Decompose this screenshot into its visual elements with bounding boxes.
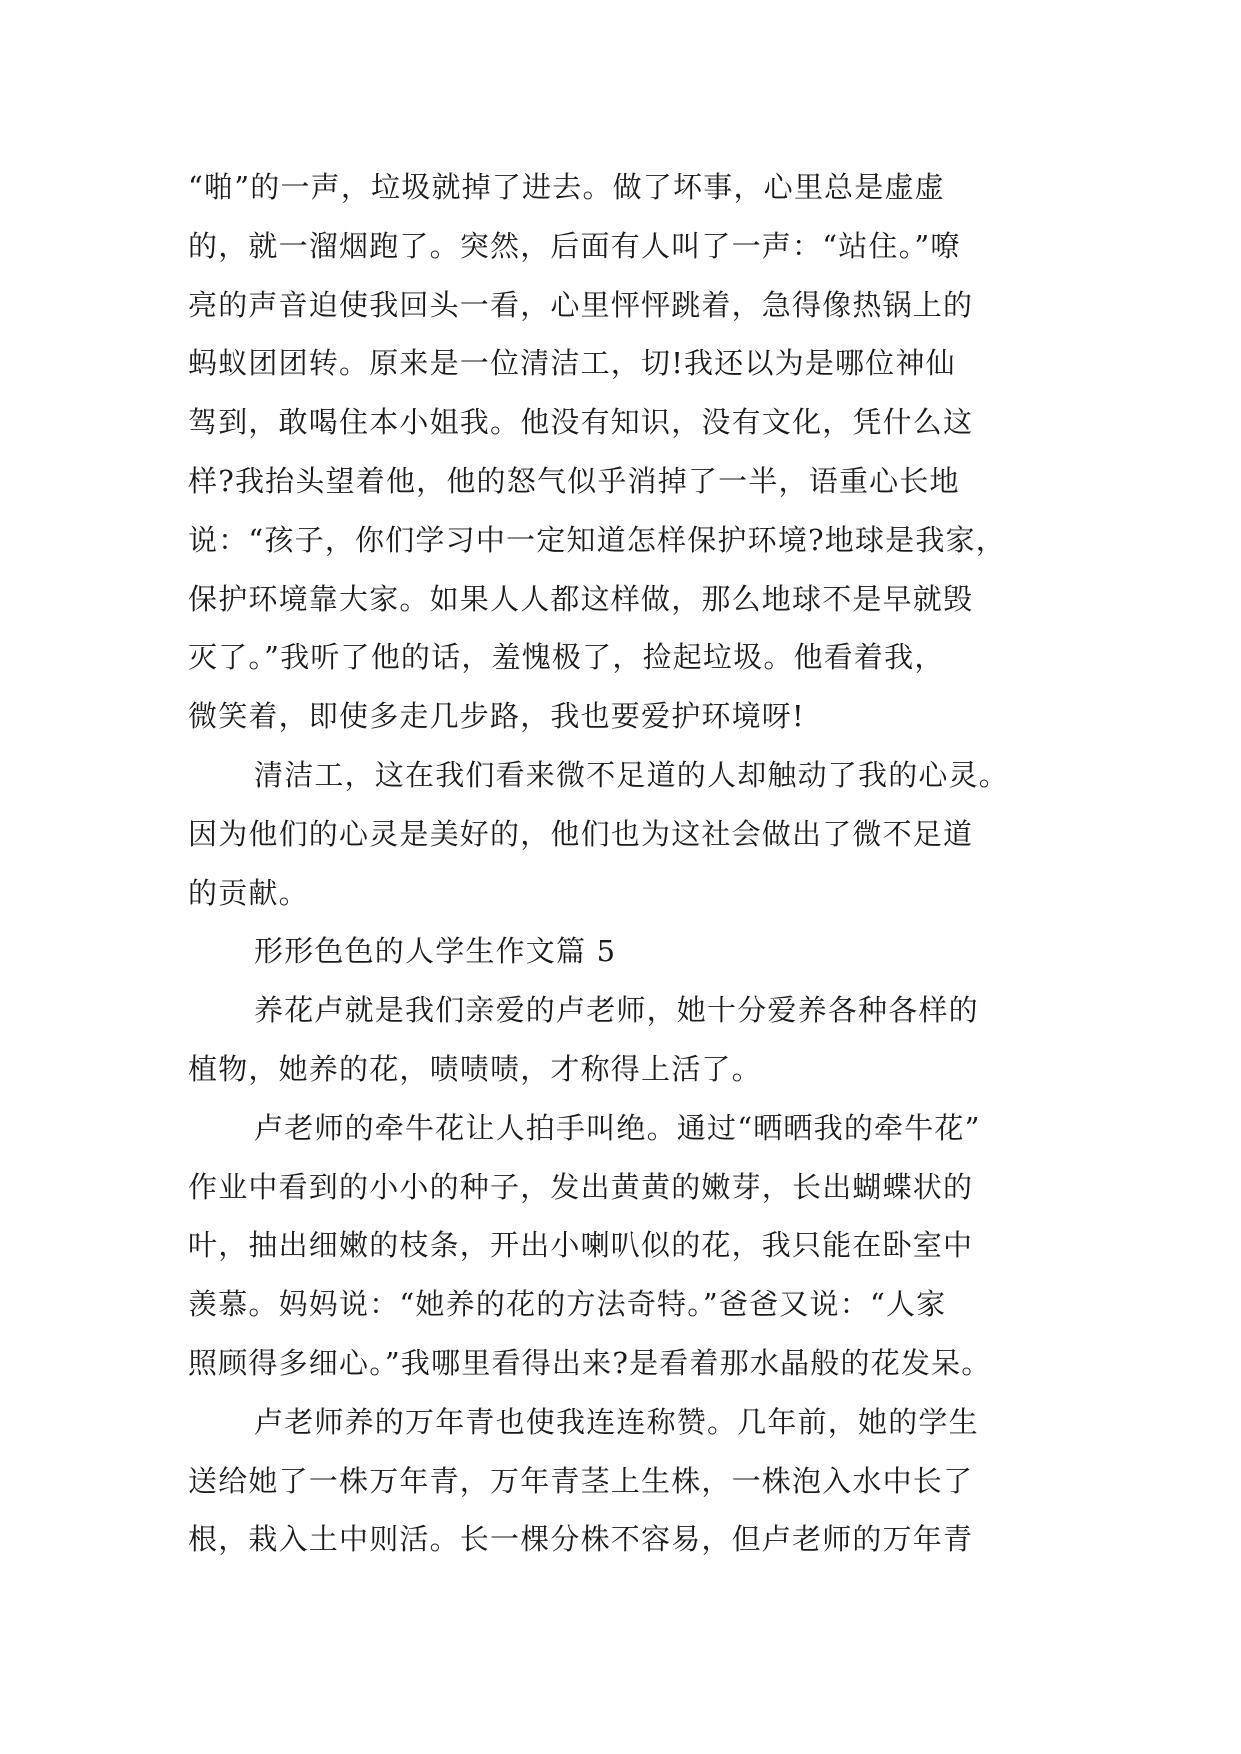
text-line: 保护环境靠大家。如果人人都这样做，那么地球不是早就毁 <box>188 581 974 616</box>
text-line: 说：“孩子，你们学习中一定知道怎样保护环境?地球是我家， <box>188 522 1006 557</box>
text-line: 照顾得多细心。”我哪里看得出来?是看着那水晶般的花发呆。 <box>188 1345 992 1380</box>
text-line: 羡慕。妈妈说：“她养的花的方法奇特。”爸爸又说：“人家 <box>188 1287 947 1322</box>
text-line: 驾到，敢喝住本小姐我。他没有知识，没有文化，凭什么这 <box>188 405 974 440</box>
document-page <box>188 158 1056 1569</box>
text-line: 灭了。”我听了他的话，羞愧极了，捡起垃圾。他看着我， <box>188 640 945 675</box>
paragraph-start-line: 养花卢就是我们亲爱的卢老师，她十分爱养各种各样的 <box>254 993 979 1028</box>
text-line: 植物，她养的花，啧啧啧，才称得上活了。 <box>188 1051 762 1086</box>
text-line: 的，就一溜烟跑了。突然，后面有人叫了一声：“站住。”嘹 <box>188 228 961 263</box>
text-line: 作业中看到的小小的种子，发出黄黄的嫩芽，长出蝴蝶状的 <box>188 1169 974 1204</box>
text-line: 蚂蚁团团转。原来是一位清洁工，切!我还以为是哪位神仙 <box>188 346 956 381</box>
text-line: 叶，抽出细嫩的枝条，开出小喇叭似的花，我只能在卧室中 <box>188 1228 974 1263</box>
text-line: 根，栽入土中则活。长一棵分株不容易，但卢老师的万年青 <box>188 1522 974 1557</box>
text-line: 因为他们的心灵是美好的，他们也为这社会做出了微不足道 <box>188 816 974 851</box>
text-line: 亮的声音迫使我回头一看，心里怦怦跳着，急得像热锅上的 <box>188 287 974 322</box>
paragraph-start-line: 清洁工，这在我们看来微不足道的人却触动了我的心灵。 <box>254 757 1010 792</box>
paragraph-start-line: 卢老师的牵牛花让人拍手叫绝。通过“晒晒我的牵牛花” <box>254 1110 981 1145</box>
text-line: 的贡献。 <box>188 875 309 910</box>
text-line: 微笑着，即使多走几步路，我也要爱护环境呀! <box>188 699 805 734</box>
text-line: “啪”的一声，垃圾就掉了进去。做了坏事，心里总是虚虚 <box>188 170 945 204</box>
section-heading: 形形色色的人学生作文篇 5 <box>254 934 617 969</box>
paragraph-start-line: 卢老师养的万年青也使我连连称赞。几年前，她的学生 <box>254 1404 979 1439</box>
text-line: 样?我抬头望着他，他的怒气似乎消掉了一半，语重心长地 <box>188 463 960 498</box>
text-line: 送给她了一株万年青，万年青茎上生株，一株泡入水中长了 <box>188 1463 974 1498</box>
